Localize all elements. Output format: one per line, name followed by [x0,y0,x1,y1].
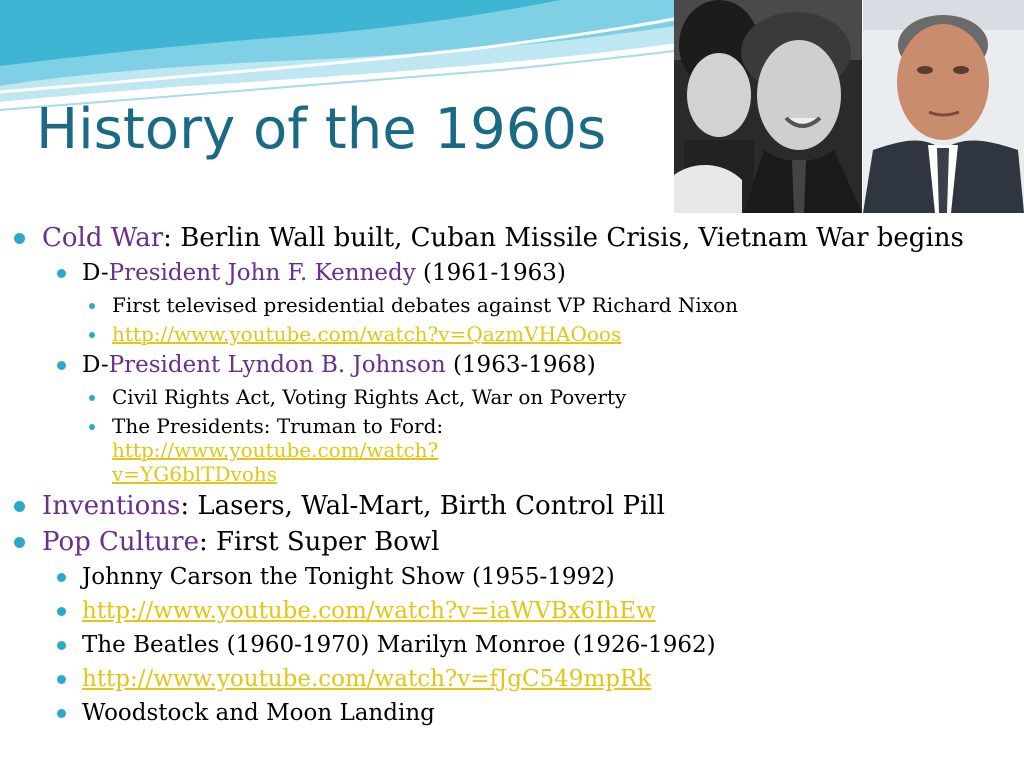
bullet-icon [57,675,66,684]
bullet-icon [57,361,66,370]
cold-war-text: : Berlin Wall built, Cuban Missile Crisis, Vietnam War begins [163,223,964,253]
list-item-pop-culture [12,527,1012,558]
johnson-photo [863,0,1024,213]
bullet-icon [89,395,95,401]
inventions-text: : Lasers, Wal-Mart, Birth Control Pill [180,491,665,521]
photo-strip [674,0,1024,213]
johnson-years: (1963-1968) [445,352,596,378]
list-item-lbj [12,350,1012,380]
kennedy-video-link[interactable]: http://www.youtube.com/watch?v=QazmVHAOoos [112,322,622,346]
president-johnson: President Lyndon B. Johnson [108,352,446,378]
bullet-icon [89,303,95,309]
acts-text: Civil Rights Act, Voting Rights Act, War on Poverty [112,385,627,409]
bullet-icon [14,233,25,244]
bullet-icon [89,332,95,338]
kennedy-photo [674,0,862,213]
party-prefix: D- [82,352,109,378]
bullet-icon [57,269,66,278]
page-title: History of the 1960s [36,97,607,162]
list-item-carson-link [12,596,1012,626]
carson-video-link[interactable]: http://www.youtube.com/watch?v=iaWVBx6IhEw [82,598,656,624]
bullet-icon [14,501,25,512]
list-item-debates [12,293,1012,317]
bullet-icon [57,607,66,616]
party-prefix: D- [82,260,109,286]
list-item-presidents [12,414,1012,486]
president-kennedy: President John F. Kennedy [108,260,416,286]
keyword-cold-war: Cold War [42,223,164,253]
beatles-text: The Beatles (1960-1970) Marilyn Monroe (1926-1962) [82,632,716,658]
presidents-text: The Presidents: Truman to Ford: [112,414,444,438]
list-item-kennedy-link [12,322,1012,346]
list-item-jfk [12,258,1012,288]
bullet-icon [14,537,25,548]
bullet-icon [57,641,66,650]
bullet-icon [57,709,66,718]
pop-culture-text: : First Super Bowl [198,527,440,557]
carson-text: Johnny Carson the Tonight Show (1955-1992) [82,564,615,590]
bullet-list [12,218,1012,728]
debates-text: First televised presidential debates against VP Richard Nixon [112,293,739,317]
woodstock-text: Woodstock and Moon Landing [82,700,435,726]
presidents-video-link[interactable]: http://www.youtube.com/watch?v=YG6blTDvohs [112,438,439,486]
bullet-icon [57,573,66,582]
keyword-inventions: Inventions [42,491,181,521]
list-item-carson [12,562,1012,592]
list-item-acts [12,385,1012,409]
list-item-beatles [12,630,1012,660]
list-item-inventions [12,491,1012,522]
list-item-woodstock [12,698,1012,728]
bullet-icon [89,424,95,430]
keyword-pop-culture: Pop Culture [42,527,199,557]
beatles-video-link[interactable]: http://www.youtube.com/watch?v=fJgC549mpRk [82,666,652,692]
kennedy-years: (1961-1963) [415,260,566,286]
list-item-beatles-link [12,664,1012,694]
list-item-cold-war [12,223,1012,254]
